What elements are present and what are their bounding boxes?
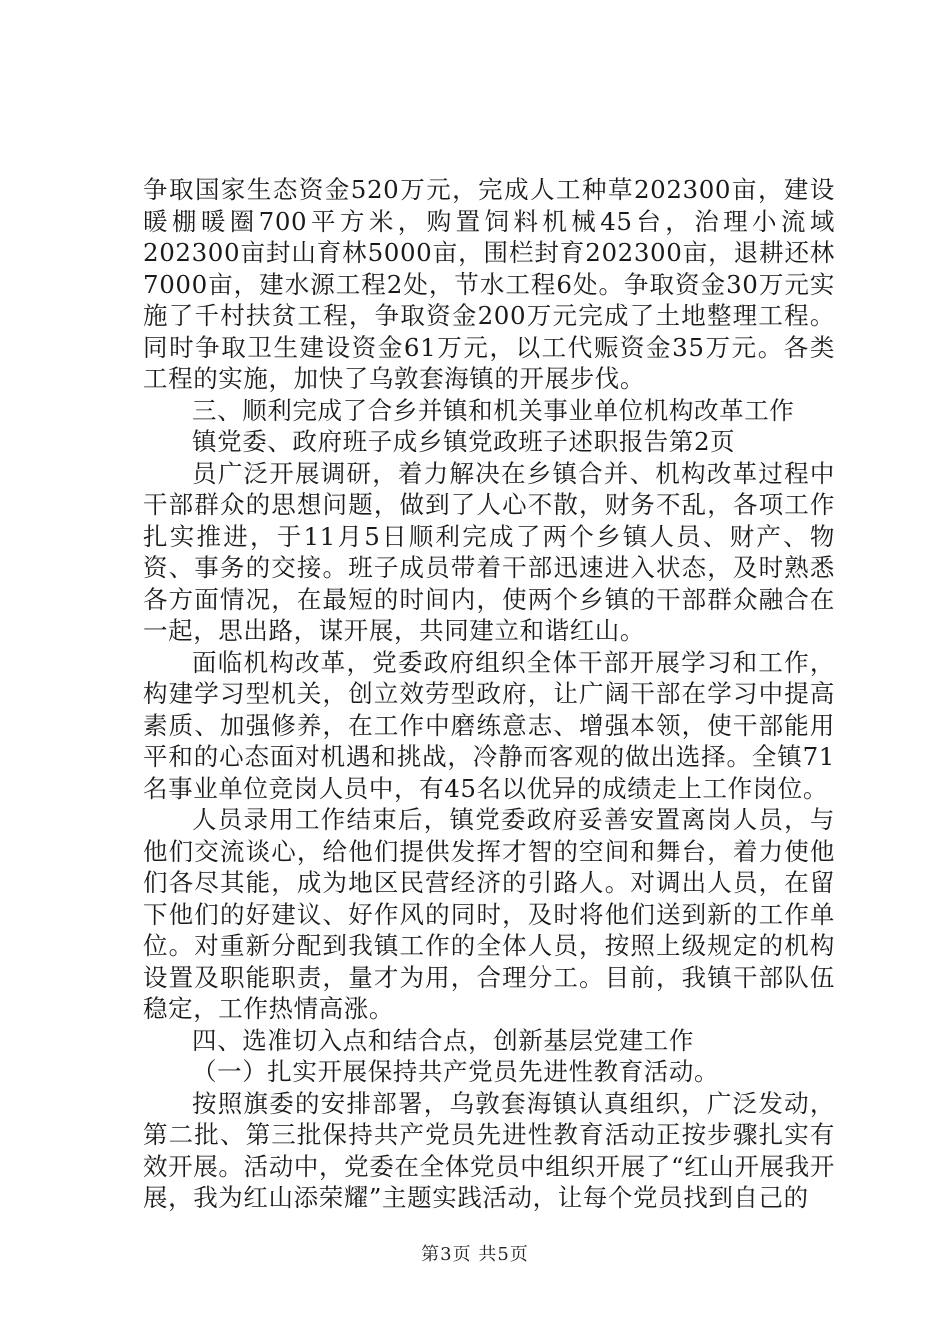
page-reference-line: 镇党委、政府班子成乡镇党政班子述职报告第2页 xyxy=(192,427,736,456)
paragraph: 争取国家生态资金520万元，完成人工种草202300亩，建设暖棚暖圈700平方米，购置饲料机械45台，治理小流域202300亩封山育林5000亩，围栏封育202300亩，退耕还林7000亩，建水源工程2处，节水工程6处。争取资金30万元实施了千村扶贫工程，争取资金200万元完成了土地整理工程。同时争取卫生建设资金61万元，以工代赈资金35万元。各类工程的实施，加快了乌敦套海镇的开展步伐。 xyxy=(143,175,835,393)
section-heading: 三、顺利完成了合乡并镇和机关事业单位机构改革工作 xyxy=(192,395,795,425)
page-number-footer: 第3页 共5页 xyxy=(421,1244,529,1265)
document-body xyxy=(143,174,835,1214)
paragraph: 员广泛开展调研，着力解决在乡镇合并、机构改革过程中干部群众的思想问题，做到了人心不散，财务不乱，各项工作扎实推进，于11月5日顺利完成了两个乡镇人员、财产、物资、事务的交接。班子成员带着干部迅速进入状态，及时熟悉各方面情况，在最短的时间内，使两个乡镇的干部群众融合在一起，思出路，谋开展，共同建立和谐红山。 xyxy=(143,458,835,645)
paragraph: 人员录用工作结束后，镇党委政府妥善安置离岗人员，与他们交流谈心，给他们提供发挥才智的空间和舞台，着力使他们各尽其能，成为地区民营经济的引路人。对调出人员，在留下他们的好建议、好作风的同时，及时将他们送到新的工作单位。对重新分配到我镇工作的全体人员，按照上级规定的机构设置及职能职责，量才为用，合理分工。目前，我镇干部队伍稳定，工作热情高涨。 xyxy=(143,805,835,1023)
section-heading: 四、选准切入点和结合点，创新基层党建工作 xyxy=(192,1025,694,1055)
subsection-heading: （一）扎实开展保持共产党员先进性教育活动。 xyxy=(192,1057,720,1086)
paragraph: 面临机构改革，党委政府组织全体干部开展学习和工作，构建学习型机关，创立效劳型政府，让广阔干部在学习中提高素质、加强修养，在工作中磨练意志、增强本领，使干部能用平和的心态面对机遇和挑战，冷静而客观的做出选择。全镇71名事业单位竞岗人员中，有45名以优异的成绩走上工作岗位。 xyxy=(143,647,835,803)
paragraph: 按照旗委的安排部署，乌敦套海镇认真组织，广泛发动，第二批、第三批保持共产党员先进性教育活动正按步骤扎实有效开展。活动中，党委在全体党员中组织开展了“红山开展我开展，我为红山添荣耀”主题实践活动，让每个党员找到自己的 xyxy=(143,1088,835,1212)
